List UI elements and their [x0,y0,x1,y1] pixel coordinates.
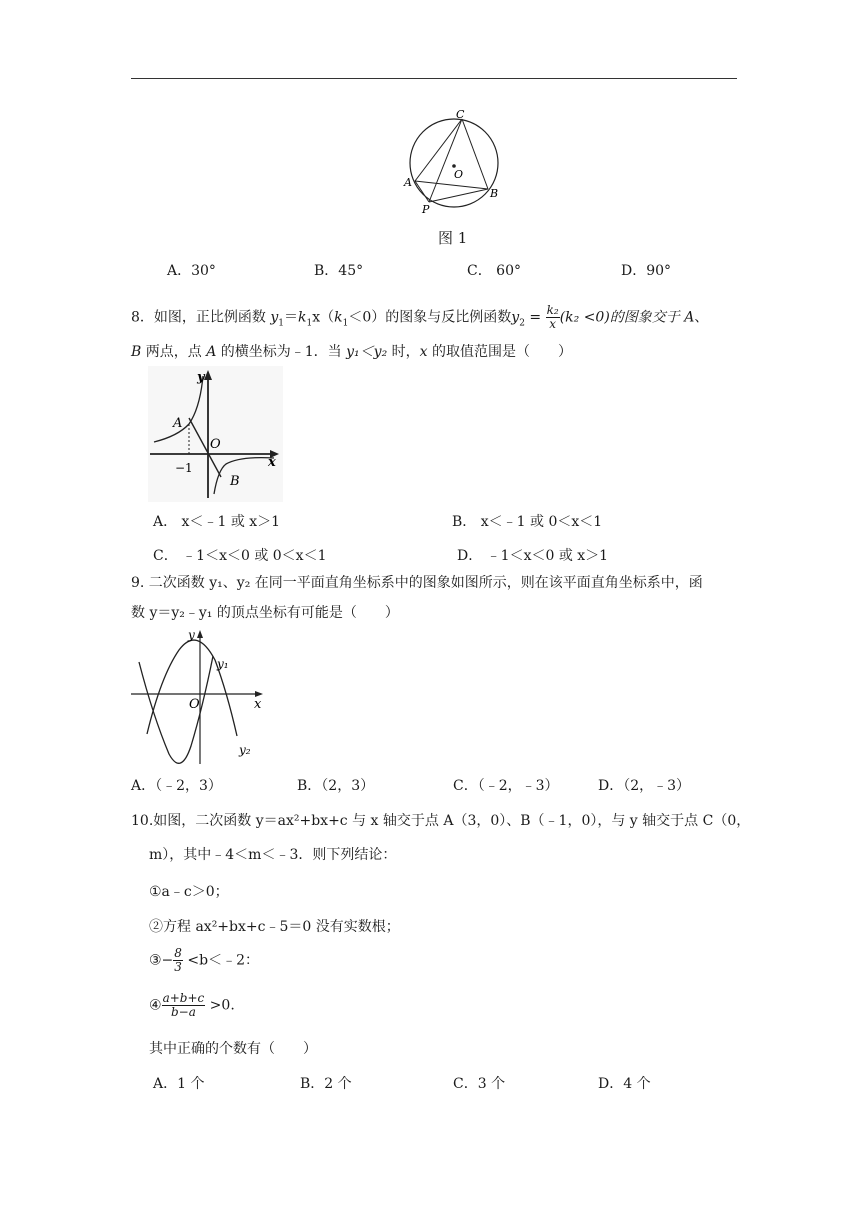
q9-label-y1: y₁ [217,657,229,671]
q7-option-a[interactable]: A．30° [167,263,216,279]
q8-option-b[interactable]: B． x＜﹣1 或 0＜x＜1 [452,514,603,530]
q8-option-d[interactable]: D． ﹣1＜x＜0 或 x＞1 [457,548,609,564]
q9-label-y: y [188,628,195,642]
label-p: P [422,203,430,216]
q7-option-d[interactable]: D．90° [621,263,672,279]
q8-label-o: O [210,437,221,452]
q10-option-b[interactable]: B．2 个 [300,1076,352,1092]
q10-stem-line1: 10.如图，二次函数 y＝ax²+bx+c 与 x 轴交于点 A（3，0）、B（﹣1，0），与 y 轴交于点 C（0， [131,813,751,829]
q7-option-c[interactable]: C． 60° [467,263,521,279]
q9-option-c[interactable]: C．（﹣2，﹣3） [453,778,559,794]
q8-label-y: y [197,370,205,385]
q9-stem-line1: 9. 二次函数 y₁、y₂ 在同一平面直角坐标系中的图象如图所示，则在该平面直角坐标系中，函 [131,575,703,591]
q9-label-x: x [254,697,262,712]
q9-stem-line2: 数 y＝y₂﹣y₁ 的顶点坐标有可能是（ ） [131,605,399,621]
q8-label-x: x [268,455,276,470]
q9-option-b[interactable]: B．（2，3） [297,778,375,794]
q9-function-graph [129,626,271,766]
header-rule [131,78,737,79]
q10-question: 其中正确的个数有（ ） [149,1041,317,1057]
q8-label-a: A [173,416,183,431]
q10-statement-1: ①a﹣c＞0； [149,884,229,900]
q10-fraction-8-3: $\frac{8}{3}$ [174,946,182,974]
q8-label-b: B [230,474,240,489]
q8-label-neg1: −1 [175,461,193,475]
figure-1-caption: 图 1 [438,229,468,247]
q8-stem-line1: 8．如图，正比例函数 $y_1=k_1x(k_1<0)$的图象与反比例函数$y_2$ = $\frac{\text{k₂}}{x}$ (k₂ <0)的图象交于 A、 [131,303,709,331]
q7-option-b[interactable]: B．45° [314,263,364,279]
label-b: B [490,187,499,200]
q9-label-o: O [189,697,200,712]
label-a: A [404,176,412,189]
q8-option-a[interactable]: A． x＜﹣1 或 x＞1 [153,514,281,530]
q10-option-a[interactable]: A．1 个 [153,1076,205,1092]
q10-statement-4: ④ $\frac{a+b+c}{b-a}$ >0. [149,991,235,1019]
q8-fraction: $\frac{\text{k₂}}{x}$ [546,303,559,331]
q8-function-graph [148,366,283,502]
q9-label-y2: y₂ [239,743,251,757]
q10-statement-3: ③− $\frac{8}{3}$ <b＜﹣2： [149,946,259,974]
figure-1-circle-diagram [398,106,508,218]
q10-option-d[interactable]: D．4 个 [598,1076,651,1092]
q10-fraction-abc: $\frac{a+b+c}{b-a}$ [162,991,205,1019]
label-o: O [454,168,464,181]
q9-option-a[interactable]: A．（﹣2，3） [131,778,222,794]
label-c: C [456,108,465,121]
q8-stem-line2: B 两点，点 A 的横坐标为﹣1．当 y₁＜y₂ 时，x 的取值范围是（ ） [131,344,572,360]
q10-statement-2: ②方程 ax²+bx+c﹣5＝0 没有实数根； [149,919,400,935]
q10-option-c[interactable]: C．3 个 [453,1076,506,1092]
q10-stem-line2: m），其中﹣4＜m＜﹣3．则下列结论： [149,847,397,863]
q8-option-c[interactable]: C． ﹣1＜x＜0 或 0＜x＜1 [153,548,327,564]
q9-option-d[interactable]: D．（2，﹣3） [598,778,691,794]
